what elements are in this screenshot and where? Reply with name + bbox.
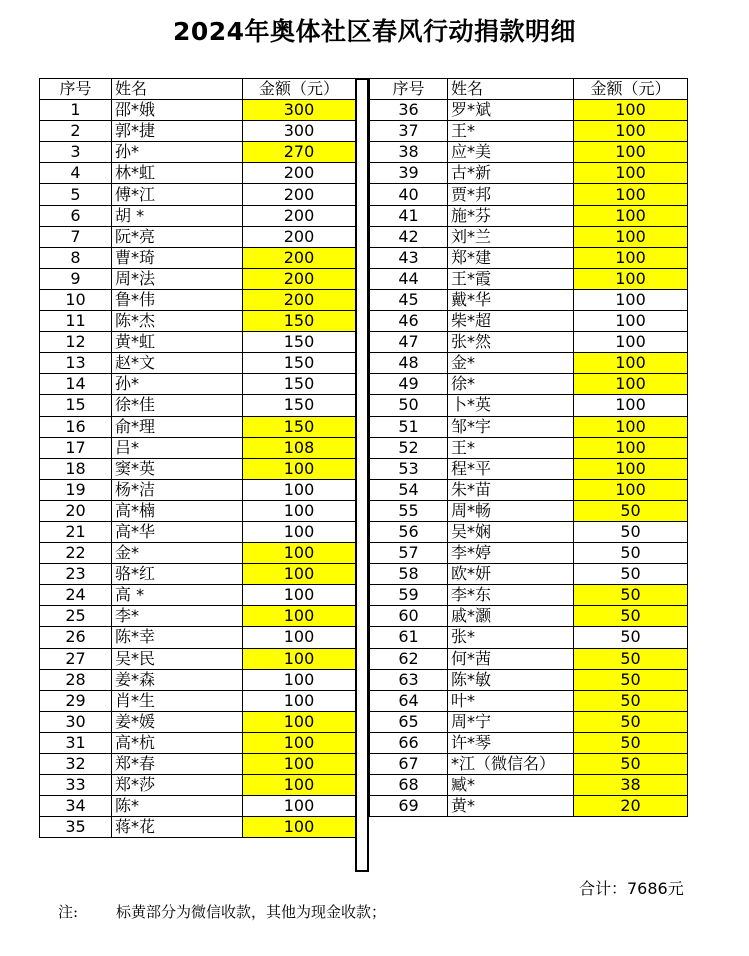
- table-row: [370, 184, 688, 205]
- donation-amount: 150: [243, 416, 356, 437]
- table-row: [370, 669, 688, 690]
- row-number: 52: [370, 437, 448, 458]
- row-number: 14: [40, 374, 112, 395]
- donation-amount: 150: [243, 395, 356, 416]
- table-row: [40, 121, 356, 142]
- donor-name: 罗*斌: [448, 100, 574, 121]
- donor-name: 高*杭: [112, 732, 243, 753]
- table-row: [40, 754, 356, 775]
- row-number: 57: [370, 543, 448, 564]
- table-row: [40, 669, 356, 690]
- donation-amount: 100: [574, 353, 688, 374]
- row-number: 17: [40, 437, 112, 458]
- donor-name: 金*: [448, 353, 574, 374]
- donation-amount: 100: [243, 627, 356, 648]
- table-row: [370, 796, 688, 817]
- donor-name: 郭*捷: [112, 121, 243, 142]
- donor-name: 吴*娴: [448, 521, 574, 542]
- row-number: 13: [40, 353, 112, 374]
- row-number: 1: [40, 100, 112, 121]
- donor-name: 陈*: [112, 796, 243, 817]
- row-number: 15: [40, 395, 112, 416]
- row-number: 11: [40, 311, 112, 332]
- donor-name: 何*茜: [448, 648, 574, 669]
- table-row: [370, 690, 688, 711]
- table-row: [40, 564, 356, 585]
- donation-amount: 200: [243, 268, 356, 289]
- table-row: [40, 585, 356, 606]
- row-number: 43: [370, 247, 448, 268]
- donor-name: 窦*英: [112, 458, 243, 479]
- donor-name: 肖*生: [112, 690, 243, 711]
- table-row: [370, 395, 688, 416]
- row-number: 23: [40, 564, 112, 585]
- table-row: [370, 353, 688, 374]
- row-number: 4: [40, 163, 112, 184]
- table-row: [40, 184, 356, 205]
- donation-amount: 270: [243, 142, 356, 163]
- row-number: 7: [40, 226, 112, 247]
- donation-amount: 100: [574, 458, 688, 479]
- donor-name: 骆*红: [112, 564, 243, 585]
- table-row: [40, 268, 356, 289]
- donation-amount: 100: [243, 732, 356, 753]
- table-row: [370, 311, 688, 332]
- row-number: 39: [370, 163, 448, 184]
- row-number: 61: [370, 627, 448, 648]
- donor-name: 贾*邦: [448, 184, 574, 205]
- donation-amount: 100: [243, 458, 356, 479]
- donor-name: 刘*兰: [448, 226, 574, 247]
- row-number: 28: [40, 669, 112, 690]
- donation-amount: 100: [243, 690, 356, 711]
- donation-amount: 100: [243, 711, 356, 732]
- donation-amount: 50: [574, 521, 688, 542]
- donation-amount: 100: [574, 226, 688, 247]
- donation-amount: 150: [243, 353, 356, 374]
- row-number: 38: [370, 142, 448, 163]
- donation-amount: 50: [574, 669, 688, 690]
- donation-amount: 100: [574, 395, 688, 416]
- row-number: 16: [40, 416, 112, 437]
- donation-amount: 50: [574, 711, 688, 732]
- table-row: [370, 648, 688, 669]
- table-row: [370, 606, 688, 627]
- donation-amount: 100: [243, 543, 356, 564]
- row-number: 58: [370, 564, 448, 585]
- donor-name: 郑*建: [448, 247, 574, 268]
- row-number: 31: [40, 732, 112, 753]
- header-name: 姓名: [448, 79, 574, 100]
- donor-name: 古*新: [448, 163, 574, 184]
- donor-name: 吕*: [112, 437, 243, 458]
- donor-name: *江（微信名）: [448, 754, 574, 775]
- row-number: 10: [40, 289, 112, 310]
- donor-name: 朱*苗: [448, 479, 574, 500]
- donation-amount: 100: [574, 247, 688, 268]
- donation-amount: 100: [243, 775, 356, 796]
- table-row: [370, 205, 688, 226]
- donation-amount: 100: [243, 500, 356, 521]
- donor-name: 高 *: [112, 585, 243, 606]
- header-row: [40, 79, 356, 100]
- row-number: 45: [370, 289, 448, 310]
- donation-amount: 100: [243, 606, 356, 627]
- header-name: 姓名: [112, 79, 243, 100]
- donor-name: 曹*琦: [112, 247, 243, 268]
- donor-name: 黄*虹: [112, 332, 243, 353]
- donor-name: 戴*华: [448, 289, 574, 310]
- table-row: [370, 289, 688, 310]
- donor-name: 姜*森: [112, 669, 243, 690]
- row-number: 56: [370, 521, 448, 542]
- row-number: 20: [40, 500, 112, 521]
- row-number: 6: [40, 205, 112, 226]
- donor-name: 高*华: [112, 521, 243, 542]
- donation-amount: 300: [243, 100, 356, 121]
- donation-amount: 100: [574, 332, 688, 353]
- donor-name: 陈*杰: [112, 311, 243, 332]
- row-number: 12: [40, 332, 112, 353]
- row-number: 22: [40, 543, 112, 564]
- table-row: [40, 437, 356, 458]
- row-number: 33: [40, 775, 112, 796]
- donor-name: 应*美: [448, 142, 574, 163]
- table-row: [370, 711, 688, 732]
- header-amount: 金额（元）: [574, 79, 688, 100]
- table-row: [40, 247, 356, 268]
- row-number: 29: [40, 690, 112, 711]
- table-row: [370, 479, 688, 500]
- row-number: 8: [40, 247, 112, 268]
- table-row: [370, 458, 688, 479]
- donor-name: 周*宁: [448, 711, 574, 732]
- table-row: [40, 796, 356, 817]
- donation-amount: 100: [574, 205, 688, 226]
- row-number: 35: [40, 817, 112, 838]
- donor-name: 阮*亮: [112, 226, 243, 247]
- row-number: 19: [40, 479, 112, 500]
- donor-name: 金*: [112, 543, 243, 564]
- row-number: 42: [370, 226, 448, 247]
- donation-amount: 200: [243, 289, 356, 310]
- donation-amount: 20: [574, 796, 688, 817]
- table-row: [370, 521, 688, 542]
- donation-amount: 50: [574, 754, 688, 775]
- row-number: 48: [370, 353, 448, 374]
- row-number: 62: [370, 648, 448, 669]
- table-row: [40, 142, 356, 163]
- row-number: 36: [370, 100, 448, 121]
- donor-name: 黄*: [448, 796, 574, 817]
- donation-amount: 100: [574, 289, 688, 310]
- table-row: [370, 416, 688, 437]
- donation-amount: 50: [574, 732, 688, 753]
- donor-name: 叶*: [448, 690, 574, 711]
- note-label: 注:: [58, 903, 79, 921]
- table-row: [370, 437, 688, 458]
- donor-name: 姜*媛: [112, 711, 243, 732]
- donation-amount: 200: [243, 163, 356, 184]
- donor-name: 郑*春: [112, 754, 243, 775]
- table-row: [370, 226, 688, 247]
- donor-name: 蒋*花: [112, 817, 243, 838]
- table-row: [370, 564, 688, 585]
- row-number: 27: [40, 648, 112, 669]
- row-number: 66: [370, 732, 448, 753]
- donor-name: 李*婷: [448, 543, 574, 564]
- table-row: [370, 775, 688, 796]
- donation-amount: 100: [243, 796, 356, 817]
- row-number: 55: [370, 500, 448, 521]
- donor-name: 徐*佳: [112, 395, 243, 416]
- donation-amount: 150: [243, 374, 356, 395]
- row-number: 37: [370, 121, 448, 142]
- table-row: [370, 121, 688, 142]
- table-row: [40, 521, 356, 542]
- donor-name: 陈*敏: [448, 669, 574, 690]
- donation-amount: 100: [574, 479, 688, 500]
- donation-amount: 200: [243, 184, 356, 205]
- row-number: 2: [40, 121, 112, 142]
- table-row: [40, 479, 356, 500]
- row-number: 25: [40, 606, 112, 627]
- row-number: 64: [370, 690, 448, 711]
- donation-amount: 50: [574, 585, 688, 606]
- donor-name: 戚*灏: [448, 606, 574, 627]
- table-row: [370, 142, 688, 163]
- donation-amount: 50: [574, 648, 688, 669]
- row-number: 65: [370, 711, 448, 732]
- donation-amount: 200: [243, 226, 356, 247]
- donation-amount: 50: [574, 606, 688, 627]
- donor-name: 臧*: [448, 775, 574, 796]
- row-number: 26: [40, 627, 112, 648]
- donor-name: 胡 *: [112, 205, 243, 226]
- donor-name: 施*芬: [448, 205, 574, 226]
- donation-amount: 50: [574, 627, 688, 648]
- donor-name: 李*东: [448, 585, 574, 606]
- donor-name: 李*: [112, 606, 243, 627]
- table-row: [40, 395, 356, 416]
- table-row: [40, 289, 356, 310]
- donation-amount: 100: [574, 374, 688, 395]
- donation-amount: 100: [243, 521, 356, 542]
- donor-name: 高*楠: [112, 500, 243, 521]
- table-row: [40, 817, 356, 838]
- header-no: 序号: [370, 79, 448, 100]
- row-number: 40: [370, 184, 448, 205]
- table-row: [370, 732, 688, 753]
- donation-amount: 50: [574, 564, 688, 585]
- donor-name: 傅*江: [112, 184, 243, 205]
- table-row: [40, 775, 356, 796]
- row-number: 18: [40, 458, 112, 479]
- row-number: 60: [370, 606, 448, 627]
- row-number: 41: [370, 205, 448, 226]
- header-no: 序号: [40, 79, 112, 100]
- donation-amount: 150: [243, 311, 356, 332]
- donation-amount: 100: [574, 268, 688, 289]
- donation-amount: 100: [574, 437, 688, 458]
- row-number: 51: [370, 416, 448, 437]
- donation-amount: 100: [574, 100, 688, 121]
- donation-amount: 100: [243, 817, 356, 838]
- donation-amount: 100: [574, 142, 688, 163]
- row-number: 63: [370, 669, 448, 690]
- table-row: [40, 711, 356, 732]
- table-row: [40, 458, 356, 479]
- donation-amount: 100: [243, 479, 356, 500]
- total-amount: 合计：7686元: [579, 879, 684, 898]
- row-number: 46: [370, 311, 448, 332]
- donor-name: 周*畅: [448, 500, 574, 521]
- row-number: 24: [40, 585, 112, 606]
- donation-amount: 300: [243, 121, 356, 142]
- table-row: [40, 163, 356, 184]
- donation-amount: 100: [574, 163, 688, 184]
- donor-name: 卜*英: [448, 395, 574, 416]
- row-number: 3: [40, 142, 112, 163]
- row-number: 44: [370, 268, 448, 289]
- row-number: 67: [370, 754, 448, 775]
- table-row: [40, 416, 356, 437]
- donor-name: 吴*民: [112, 648, 243, 669]
- donation-amount: 200: [243, 205, 356, 226]
- donation-amount: 100: [243, 669, 356, 690]
- page-title: 2024年奥体社区春风行动捐款明细: [172, 17, 577, 46]
- row-number: 50: [370, 395, 448, 416]
- donation-amount: 108: [243, 437, 356, 458]
- donation-amount: 50: [574, 690, 688, 711]
- donor-name: 郑*莎: [112, 775, 243, 796]
- table-row: [370, 374, 688, 395]
- table-row: [370, 585, 688, 606]
- row-number: 54: [370, 479, 448, 500]
- donor-name: 程*平: [448, 458, 574, 479]
- table-row: [40, 353, 356, 374]
- header-amount: 金额（元）: [243, 79, 356, 100]
- table-row: [370, 247, 688, 268]
- table-row: [370, 754, 688, 775]
- donor-name: 林*虹: [112, 163, 243, 184]
- header-row: [370, 79, 688, 100]
- donor-name: 欧*妍: [448, 564, 574, 585]
- row-number: 53: [370, 458, 448, 479]
- donation-amount: 100: [574, 311, 688, 332]
- row-number: 5: [40, 184, 112, 205]
- donor-name: 许*琴: [448, 732, 574, 753]
- table-row: [370, 500, 688, 521]
- donor-name: 柴*超: [448, 311, 574, 332]
- donation-table-right: [369, 78, 688, 838]
- row-number: 32: [40, 754, 112, 775]
- table-row: [40, 732, 356, 753]
- donor-name: 赵*文: [112, 353, 243, 374]
- table-row: [40, 648, 356, 669]
- table-row: [370, 163, 688, 184]
- donation-amount: 100: [243, 754, 356, 775]
- table-row: [40, 205, 356, 226]
- row-number: 30: [40, 711, 112, 732]
- table-row: [40, 543, 356, 564]
- row-number: 69: [370, 796, 448, 817]
- donation-amount: 100: [243, 564, 356, 585]
- row-number: 68: [370, 775, 448, 796]
- table-row: [40, 627, 356, 648]
- donor-name: 张*: [448, 627, 574, 648]
- note-text: 标黄部分为微信收款，其他为现金收款；: [116, 903, 387, 921]
- donation-amount: 100: [243, 648, 356, 669]
- donation-amount: 100: [243, 585, 356, 606]
- row-number: 49: [370, 374, 448, 395]
- table-row: [40, 100, 356, 121]
- row-number: 59: [370, 585, 448, 606]
- table-row: [40, 606, 356, 627]
- donor-name: 王*霞: [448, 268, 574, 289]
- table-row: [40, 374, 356, 395]
- row-number: 9: [40, 268, 112, 289]
- table-row: [370, 543, 688, 564]
- donor-name: 周*法: [112, 268, 243, 289]
- donor-name: 孙*: [112, 142, 243, 163]
- donation-amount: 50: [574, 543, 688, 564]
- donor-name: 杨*洁: [112, 479, 243, 500]
- table-row: [40, 226, 356, 247]
- donation-amount: 200: [243, 247, 356, 268]
- empty-row: [370, 817, 688, 838]
- donation-amount: 100: [574, 416, 688, 437]
- row-number: 47: [370, 332, 448, 353]
- table-row: [370, 332, 688, 353]
- donor-name: 邵*娥: [112, 100, 243, 121]
- table-row: [370, 627, 688, 648]
- donor-name: 陈*幸: [112, 627, 243, 648]
- donation-amount: 100: [574, 184, 688, 205]
- donation-amount: 38: [574, 775, 688, 796]
- donation-amount: 50: [574, 500, 688, 521]
- donor-name: 徐*: [448, 374, 574, 395]
- donor-name: 张*然: [448, 332, 574, 353]
- donation-amount: 100: [574, 121, 688, 142]
- table-row: [40, 690, 356, 711]
- row-number: 21: [40, 521, 112, 542]
- table-row: [40, 332, 356, 353]
- donor-name: 王*: [448, 121, 574, 142]
- table-row: [370, 100, 688, 121]
- donation-table-left: [39, 78, 356, 838]
- table-row: [370, 268, 688, 289]
- donation-amount: 150: [243, 332, 356, 353]
- donor-name: 邹*宇: [448, 416, 574, 437]
- donor-name: 鲁*伟: [112, 289, 243, 310]
- donor-name: 王*: [448, 437, 574, 458]
- table-row: [40, 311, 356, 332]
- donor-name: 俞*理: [112, 416, 243, 437]
- row-number: 34: [40, 796, 112, 817]
- table-row: [40, 500, 356, 521]
- donor-name: 孙*: [112, 374, 243, 395]
- column-separator: [355, 78, 369, 872]
